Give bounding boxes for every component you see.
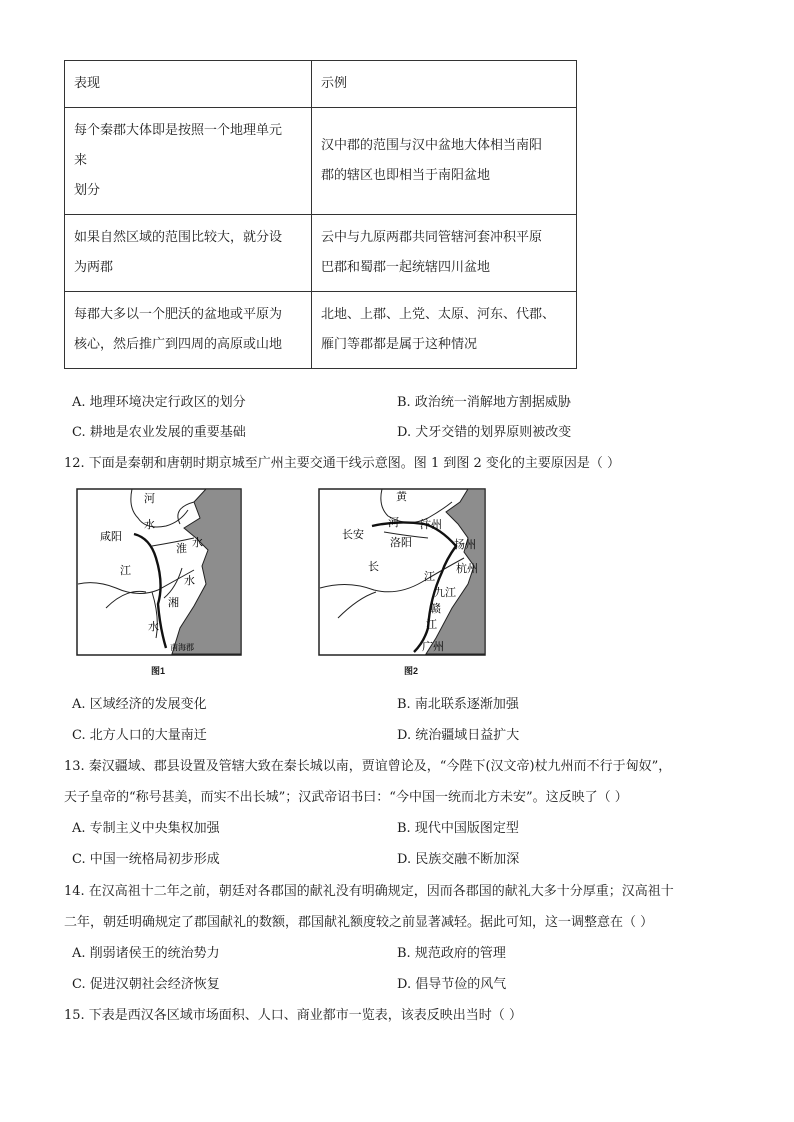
q12-option-d[interactable]: D. 统治疆域日益扩大: [397, 728, 520, 743]
cell-line: 每郡大多以一个肥沃的盆地或平原为: [74, 307, 283, 322]
cell-line: 雁门等郡都是属于这种情况: [321, 337, 478, 352]
q14-option-a[interactable]: A. 削弱诸侯王的统治势力: [72, 946, 220, 961]
map2-label-hangzhou: 杭州: [456, 563, 478, 575]
table-header-cell: 表现: [65, 61, 312, 108]
cell-line: 如果自然区域的范围比较大，就分设: [74, 230, 283, 245]
map2-label-yangzhou: 扬州: [454, 539, 476, 551]
map2-label-changan: 长安: [342, 529, 364, 541]
table-header-row: [65, 61, 577, 108]
map1-caption: 图1: [151, 666, 166, 676]
map2-label-he: 河: [388, 517, 399, 529]
map2-label-chang: 长: [368, 561, 379, 573]
map2-label-huang: 黄: [396, 491, 407, 503]
q14-option-c[interactable]: C. 促进汉朝社会经济恢复: [72, 977, 220, 992]
q13-option-d[interactable]: D. 民族交融不断加深: [397, 852, 520, 867]
q13-option-a[interactable]: A. 专制主义中央集权加强: [72, 821, 220, 836]
table-cell: [312, 215, 577, 292]
table-cell: [65, 108, 312, 215]
map1-label-huai: 淮: [176, 543, 187, 555]
cell-line: 郡的辖区也即相当于南阳盆地: [321, 168, 491, 183]
map1-label-jiang: 江: [120, 565, 131, 577]
table-row: [65, 292, 577, 369]
map2-label-guangzhou: 广州: [422, 641, 444, 653]
table-row: [65, 108, 577, 215]
map1-label-xianyang: 咸阳: [100, 531, 122, 543]
cell-line: 来: [74, 153, 88, 168]
map2-label-jiang2: 江: [426, 619, 437, 631]
q12-option-b[interactable]: B. 南北联系逐渐加强: [397, 697, 519, 712]
cell-line: 划分: [74, 183, 101, 198]
q15-stem: 15. 下表是西汉各区域市场面积、人口、商业都市一览表，该表反映出当时（ ）: [64, 1008, 522, 1023]
q14-option-b[interactable]: B. 规范政府的管理: [397, 946, 506, 961]
q13-stem-line-2: 天子皇帝的“称号甚美，而实不出长城”；汉武帝诏书曰：“今中国一统而北方未安”。这反映了（ ）: [64, 790, 628, 805]
q12-option-c[interactable]: C. 北方人口的大量南迁: [72, 728, 207, 743]
table-header-cell: 示例: [312, 61, 577, 108]
map2-caption: 图2: [404, 666, 419, 676]
cell-line: 为两郡: [74, 260, 114, 275]
map2-label-luoyang: 洛阳: [390, 537, 412, 549]
map1-label-shui2: 水: [192, 537, 203, 549]
map1-label-xiang: 湘: [168, 597, 179, 609]
table-cell: [65, 292, 312, 369]
map-figure-2: [318, 488, 486, 676]
map2-label-gan: 赣: [430, 603, 441, 615]
table-row: [65, 215, 577, 292]
map1-label-shui1: 水: [144, 519, 155, 531]
map1-label-shui3: 水: [184, 575, 195, 587]
cell-line: 云中与九原两郡共同管辖河套冲积平原: [321, 230, 543, 245]
q11-option-c[interactable]: C. 耕地是农业发展的重要基础: [72, 425, 246, 440]
q13-option-b[interactable]: B. 现代中国版图定型: [397, 821, 519, 836]
map2-label-jiujiang: 九江: [434, 587, 456, 599]
q14-stem-line-1: 14. 在汉高祖十二年之前，朝廷对各郡国的献礼没有明确规定，因而各郡国的献礼大多十分厚重；汉高祖十: [64, 884, 674, 899]
table-cell: [65, 215, 312, 292]
q12-option-a[interactable]: A. 区域经济的发展变化: [72, 697, 207, 712]
map1-label-he: 河: [144, 493, 155, 505]
table-cell: [312, 292, 577, 369]
cell-line: 巴郡和蜀郡一起统辖四川盆地: [321, 260, 491, 275]
q11-option-d[interactable]: D. 犬牙交错的划界原则被改变: [397, 425, 572, 440]
cell-line: 每个秦郡大体即是按照一个地理单元: [74, 123, 283, 138]
q14-stem-line-2: 二年，朝廷明确规定了郡国献礼的数额，郡国献礼额度较之前显著减轻。据此可知，这一调整意在（ ）: [64, 915, 654, 930]
q13-stem-line-1: 13. 秦汉疆域、郡县设置及管辖大致在秦长城以南，贾谊曾论及，“今陛下(汉文帝)杖九州而不行于匈奴”，: [64, 759, 672, 774]
q13-option-c[interactable]: C. 中国一统格局初步形成: [72, 852, 220, 867]
q11-option-a[interactable]: A. 地理环境决定行政区的划分: [72, 395, 246, 410]
q11-option-b[interactable]: B. 政治统一消解地方割据威胁: [397, 395, 571, 410]
comparison-table: [64, 60, 577, 369]
map1-label-nanhai: 南海郡: [170, 643, 194, 652]
cell-line: 汉中郡的范围与汉中盆地大体相当南阳: [321, 138, 543, 153]
q14-option-d[interactable]: D. 倡导节俭的风气: [397, 977, 507, 992]
map1-label-shui4: 水: [148, 621, 159, 633]
cell-line: 北地、上郡、上党、太原、河东、代郡、: [321, 307, 556, 322]
map2-label-bianzhou: 汴州: [420, 519, 442, 531]
map-figure-1: [76, 488, 242, 676]
table-cell: [312, 108, 577, 215]
map2-label-jiang1: 江: [424, 571, 435, 583]
q12-stem: 12. 下面是秦朝和唐朝时期京城至广州主要交通干线示意图。图 1 到图 2 变化的主要原因是（ ）: [64, 456, 621, 471]
cell-line: 核心，然后推广到四周的高原或山地: [74, 337, 283, 352]
